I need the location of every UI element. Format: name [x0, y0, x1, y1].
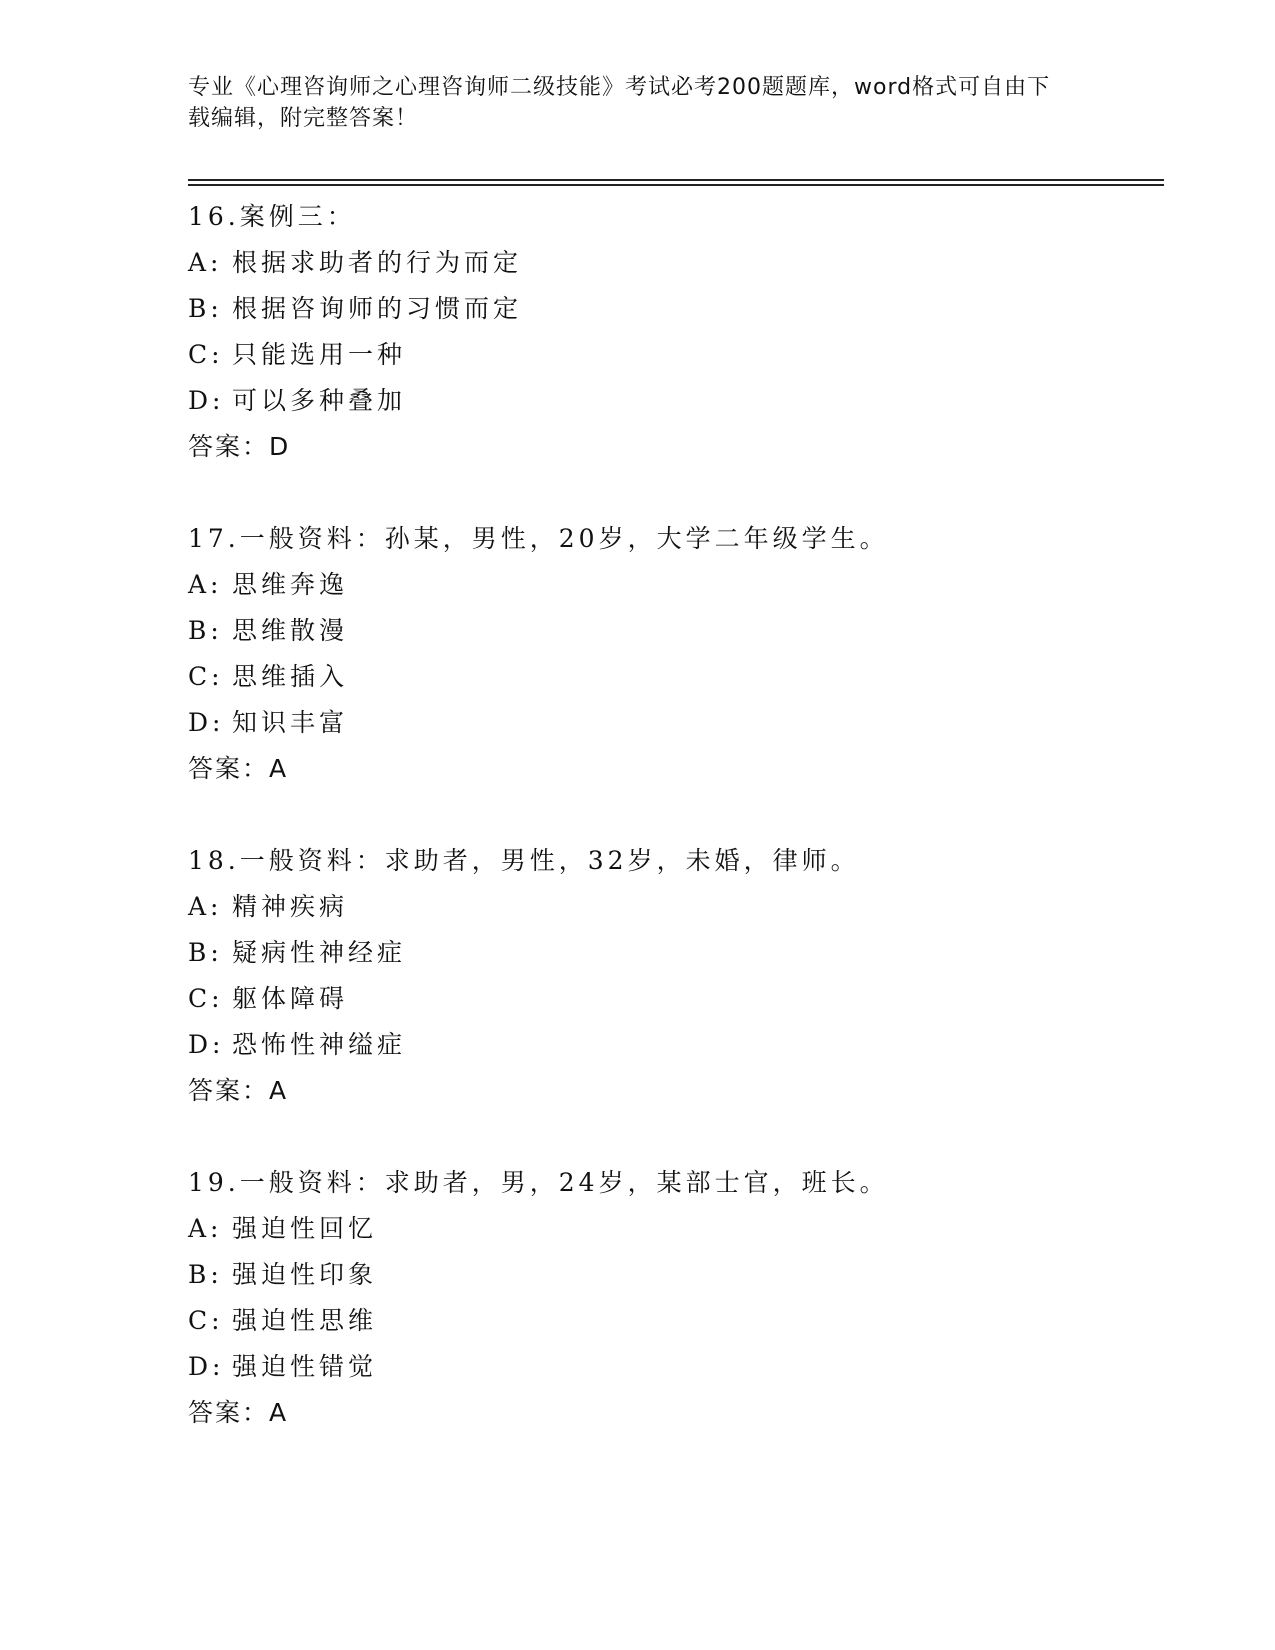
option-b: [188, 286, 1148, 332]
question-stem: 17.一般资料：孙某，男性，20岁，大学二年级学生。: [188, 524, 889, 553]
option-text: 疑病性神经症: [232, 938, 407, 967]
option-b: [188, 608, 1148, 654]
option-label: C:: [188, 984, 224, 1013]
question-stem: 16.案例三：: [188, 202, 356, 231]
option-c: [188, 976, 1148, 1022]
option-text: 精神疾病: [232, 892, 349, 921]
option-a: [188, 884, 1148, 930]
option-text: 知识丰富: [232, 708, 349, 737]
option-label: D:: [188, 1030, 225, 1059]
option-label: B:: [188, 616, 223, 645]
option-d: [188, 1344, 1148, 1390]
option-b: [188, 1252, 1148, 1298]
option-label: D:: [188, 1352, 225, 1381]
option-text: 恐怖性神缢症: [232, 1030, 407, 1059]
option-label: B:: [188, 294, 223, 323]
option-d: [188, 1022, 1148, 1068]
option-label: D:: [188, 386, 225, 415]
question-18: [188, 838, 1148, 1114]
question-17: [188, 516, 1148, 792]
option-label: C:: [188, 662, 224, 691]
question-16: [188, 194, 1148, 470]
option-d: [188, 378, 1148, 424]
question-stem: 18.一般资料：求助者，男性，32岁，未婚，律师。: [188, 846, 860, 875]
option-a: [188, 240, 1148, 286]
option-text: 躯体障碍: [232, 984, 349, 1013]
answer-line: 答案：A: [188, 1398, 289, 1427]
header-divider-top: [188, 179, 1164, 181]
question-19: [188, 1160, 1148, 1436]
option-a: [188, 1206, 1148, 1252]
question-list: [188, 194, 1148, 1482]
answer-line: 答案：A: [188, 754, 289, 783]
option-c: [188, 332, 1148, 378]
option-text: 强迫性印象: [232, 1260, 378, 1289]
header-divider-bottom: [188, 184, 1164, 186]
option-text: 思维散漫: [232, 616, 349, 645]
option-label: D:: [188, 708, 225, 737]
option-label: A:: [188, 892, 223, 921]
option-c: [188, 654, 1148, 700]
option-label: C:: [188, 1306, 224, 1335]
option-text: 只能选用一种: [232, 340, 407, 369]
option-a: [188, 562, 1148, 608]
option-label: B:: [188, 938, 223, 967]
option-text: 强迫性思维: [232, 1306, 378, 1335]
option-d: [188, 700, 1148, 746]
answer-line: 答案：A: [188, 1076, 289, 1105]
option-text: 思维奔逸: [232, 570, 349, 599]
option-c: [188, 1298, 1148, 1344]
option-text: 强迫性回忆: [232, 1214, 378, 1243]
option-label: A:: [188, 248, 223, 277]
option-text: 根据求助者的行为而定: [232, 248, 523, 277]
option-b: [188, 930, 1148, 976]
answer-line: 答案：D: [188, 432, 291, 461]
option-label: A:: [188, 1214, 223, 1243]
question-stem: 19.一般资料：求助者，男，24岁，某部士官，班长。: [188, 1168, 889, 1197]
document-header-note: 专业《心理咨询师之心理咨询师二级技能》考试必考200题题库，word格式可自由下载编辑，附完整答案！: [188, 75, 1051, 131]
option-text: 根据咨询师的习惯而定: [232, 294, 523, 323]
option-text: 可以多种叠加: [232, 386, 407, 415]
option-label: C:: [188, 340, 224, 369]
option-text: 强迫性错觉: [232, 1352, 378, 1381]
option-label: B:: [188, 1260, 223, 1289]
option-text: 思维插入: [232, 662, 349, 691]
option-label: A:: [188, 570, 223, 599]
